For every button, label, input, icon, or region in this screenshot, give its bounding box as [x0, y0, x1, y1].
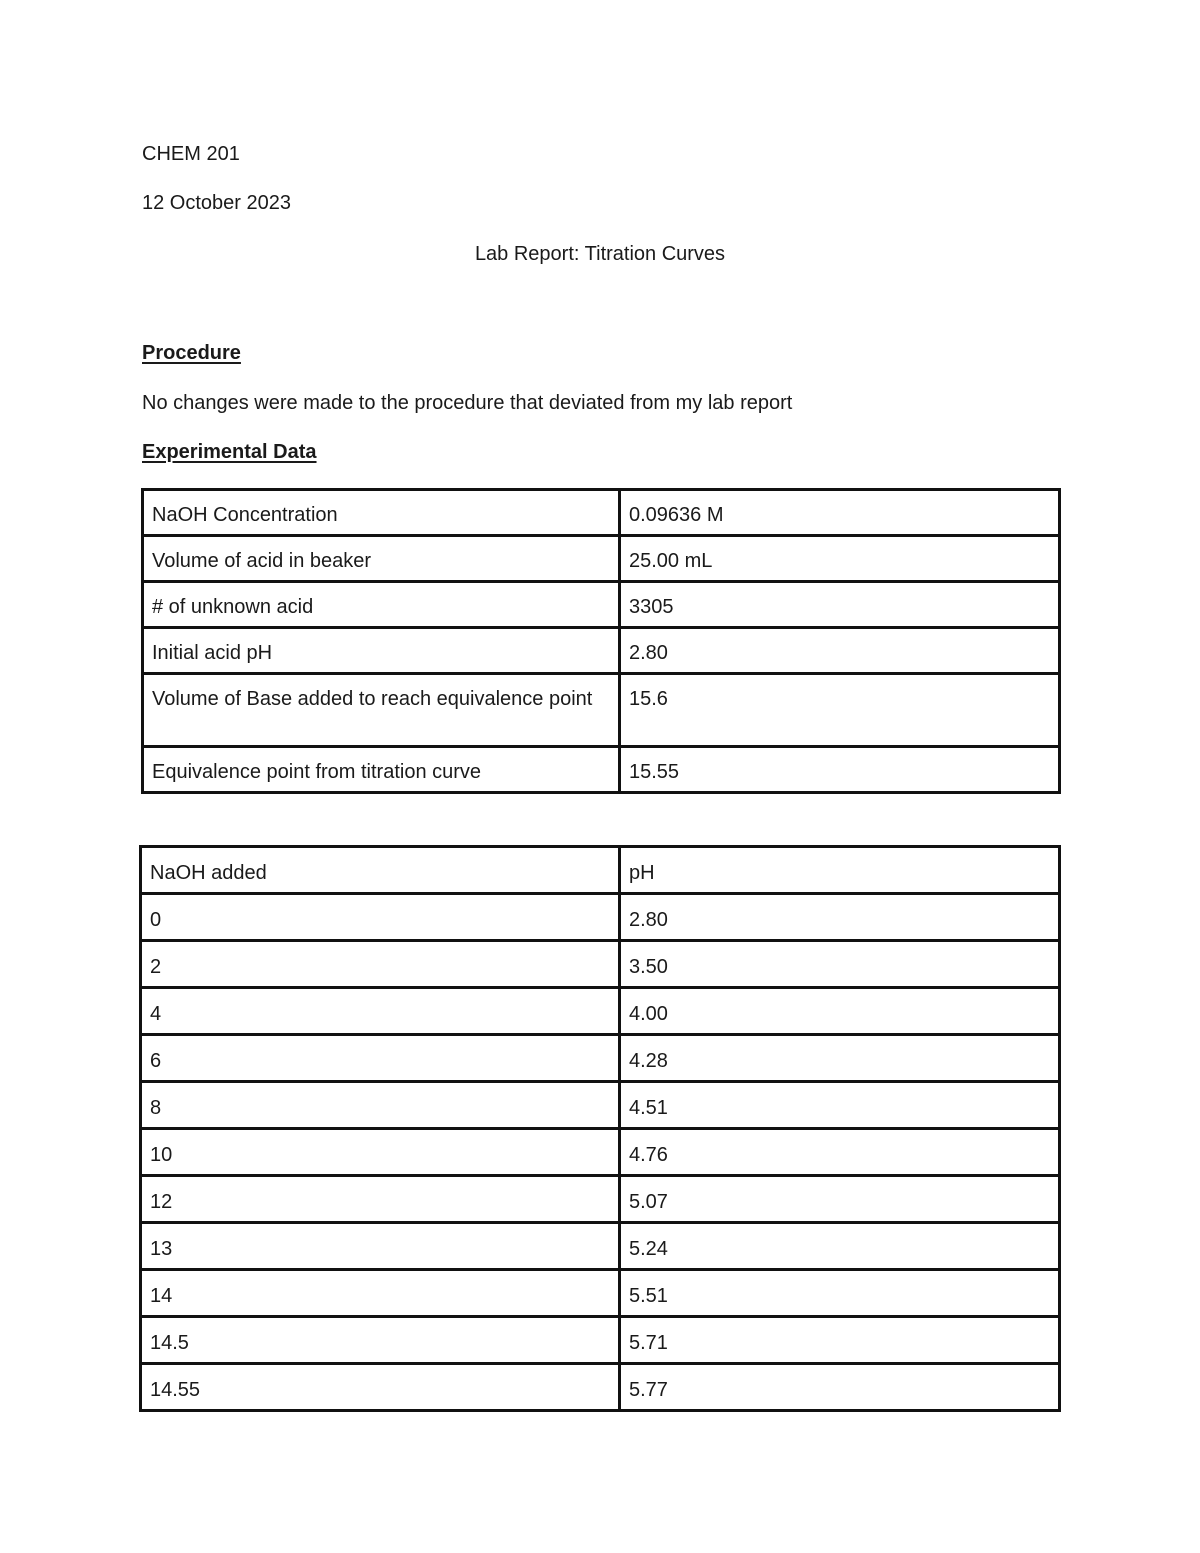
summary-label: NaOH Concentration — [143, 490, 620, 536]
course-name: CHEM 201 — [142, 143, 240, 165]
table-row — [141, 1364, 1060, 1411]
table-row — [141, 1270, 1060, 1317]
summary-value: 15.55 — [620, 747, 1060, 793]
ph-cell: 5.24 — [620, 1223, 1060, 1270]
table-row — [143, 674, 1060, 747]
summary-label: Volume of acid in beaker — [143, 536, 620, 582]
naoh-added-cell: 12 — [141, 1176, 620, 1223]
table-row — [141, 894, 1060, 941]
naoh-added-cell: 0 — [141, 894, 620, 941]
ph-cell: 4.00 — [620, 988, 1060, 1035]
table-row — [143, 628, 1060, 674]
naoh-added-cell: 10 — [141, 1129, 620, 1176]
table-header-row — [141, 847, 1060, 894]
procedure-text: No changes were made to the procedure that deviated from my lab report — [142, 392, 793, 414]
ph-cell: 4.28 — [620, 1035, 1060, 1082]
ph-cell: 5.71 — [620, 1317, 1060, 1364]
table-row — [143, 490, 1060, 536]
table-row — [141, 941, 1060, 988]
ph-cell: 5.51 — [620, 1270, 1060, 1317]
summary-label: Volume of Base added to reach equivalence point — [143, 674, 620, 747]
summary-value: 15.6 — [620, 674, 1060, 747]
table-row — [141, 1176, 1060, 1223]
table-row — [141, 1317, 1060, 1364]
experimental-data-heading: Experimental Data — [142, 441, 317, 463]
table-row — [141, 988, 1060, 1035]
summary-value: 25.00 mL — [620, 536, 1060, 582]
ph-cell: 3.50 — [620, 941, 1060, 988]
table-row — [141, 1129, 1060, 1176]
table-row — [141, 1082, 1060, 1129]
report-title: Lab Report: Titration Curves — [474, 243, 726, 265]
summary-label: # of unknown acid — [143, 582, 620, 628]
ph-cell: 5.77 — [620, 1364, 1060, 1411]
table-row — [143, 747, 1060, 793]
table-row — [141, 1035, 1060, 1082]
naoh-added-cell: 8 — [141, 1082, 620, 1129]
naoh-added-cell: 14.55 — [141, 1364, 620, 1411]
summary-label: Equivalence point from titration curve — [143, 747, 620, 793]
naoh-added-cell: 13 — [141, 1223, 620, 1270]
summary-value: 3305 — [620, 582, 1060, 628]
ph-cell: 5.07 — [620, 1176, 1060, 1223]
naoh-added-cell: 6 — [141, 1035, 620, 1082]
ph-cell: 2.80 — [620, 894, 1060, 941]
naoh-added-cell: 2 — [141, 941, 620, 988]
procedure-heading: Procedure — [142, 342, 241, 364]
table-row — [143, 582, 1060, 628]
naoh-added-cell: 4 — [141, 988, 620, 1035]
experimental-summary-table — [141, 488, 1061, 794]
titration-data-table — [139, 845, 1061, 1412]
summary-value: 2.80 — [620, 628, 1060, 674]
ph-cell: 4.76 — [620, 1129, 1060, 1176]
report-date: 12 October 2023 — [142, 192, 291, 214]
column-header-ph: pH — [620, 847, 1060, 894]
summary-label: Initial acid pH — [143, 628, 620, 674]
naoh-added-cell: 14 — [141, 1270, 620, 1317]
table-row — [141, 1223, 1060, 1270]
column-header-naoh-added: NaOH added — [141, 847, 620, 894]
ph-cell: 4.51 — [620, 1082, 1060, 1129]
naoh-added-cell: 14.5 — [141, 1317, 620, 1364]
table-row — [143, 536, 1060, 582]
summary-value: 0.09636 M — [620, 490, 1060, 536]
